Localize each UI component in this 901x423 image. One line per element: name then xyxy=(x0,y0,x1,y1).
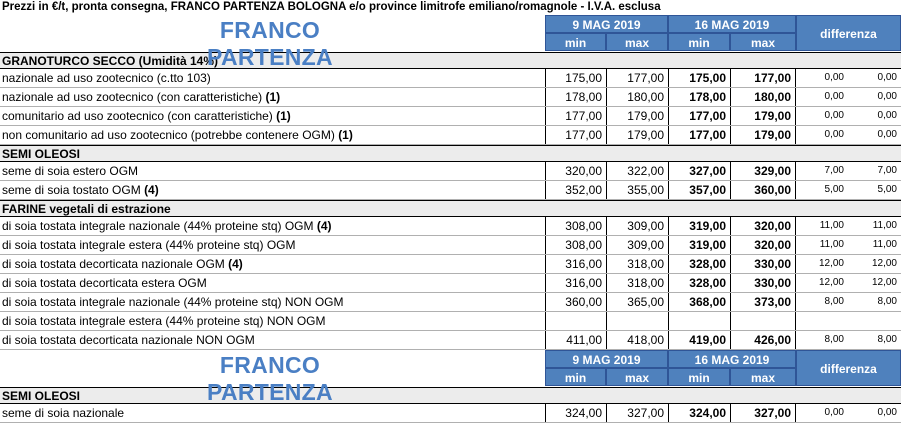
diff-min-value: 8,00 xyxy=(824,334,844,345)
max-header: max xyxy=(730,368,796,386)
diff-max-value: 0,00 xyxy=(877,91,897,102)
section-title: SEMI OLEOSI xyxy=(0,145,901,162)
diff-max-value: 0,00 xyxy=(877,129,897,140)
diff-min-value: 7,00 xyxy=(824,165,844,176)
difference-header: differenza xyxy=(796,350,901,386)
curr-min-value xyxy=(668,312,730,330)
prev-min-value: 320,00 xyxy=(545,162,606,180)
diff-max-value: 12,00 xyxy=(871,277,897,288)
max-header: max xyxy=(606,33,668,51)
row-label-text: nazionale ad uso zootecnico (con caratteristiche) xyxy=(2,90,266,104)
row-label-text: comunitario ad uso zootecnico (con caratteristiche) xyxy=(2,109,277,123)
row-label-text: di soia tostata integrale nazionale (44% proteine stq) OGM xyxy=(2,219,317,233)
curr-min-value: 327,00 xyxy=(668,162,730,180)
price-table-2 xyxy=(0,349,901,423)
curr-min-value: 419,00 xyxy=(668,331,730,349)
table-row xyxy=(0,88,901,107)
curr-max-value: 373,00 xyxy=(730,293,796,311)
curr-min-value: 319,00 xyxy=(668,236,730,254)
table-row xyxy=(0,255,901,274)
diff-min-value: 0,00 xyxy=(824,91,844,102)
curr-min-value: 177,00 xyxy=(668,107,730,125)
prev-max-value: 179,00 xyxy=(606,107,668,125)
row-note: (1) xyxy=(265,90,281,104)
table-row xyxy=(0,69,901,88)
difference-header: differenza xyxy=(796,15,901,51)
price-table-1 xyxy=(0,14,901,350)
row-label-text: di soia tostata decorticata estera OGM xyxy=(2,276,207,290)
curr-max-value: 327,00 xyxy=(730,404,796,422)
prev-max-value: 318,00 xyxy=(606,274,668,292)
diff-max-value: 0,00 xyxy=(877,407,897,418)
row-label xyxy=(2,107,291,125)
prev-max-value xyxy=(606,312,668,330)
prev-max-value: 355,00 xyxy=(606,181,668,199)
row-label-text: di soia tostata decorticata nazionale NON OGM xyxy=(2,333,255,347)
date-column-prev: 9 MAG 2019 xyxy=(545,15,668,33)
row-label xyxy=(2,293,344,311)
curr-max-value xyxy=(730,312,796,330)
diff-max-value xyxy=(848,312,901,330)
diff-min-value: 0,00 xyxy=(824,72,844,83)
curr-min-value: 328,00 xyxy=(668,255,730,273)
prev-min-value: 177,00 xyxy=(545,126,606,144)
row-note: (4) xyxy=(144,183,159,197)
curr-max-value: 330,00 xyxy=(730,255,796,273)
diff-min-value xyxy=(796,312,848,330)
prev-max-value: 180,00 xyxy=(606,88,668,106)
curr-max-value: 320,00 xyxy=(730,236,796,254)
diff-max-value: 8,00 xyxy=(877,334,897,345)
prev-min-value: 175,00 xyxy=(545,69,606,87)
curr-max-value: 330,00 xyxy=(730,274,796,292)
diff-max-value: 12,00 xyxy=(871,258,897,269)
row-label-text: di soia tostata decorticata nazionale OGM xyxy=(2,257,229,271)
prev-max-value: 418,00 xyxy=(606,331,668,349)
curr-min-value: 175,00 xyxy=(668,69,730,87)
diff-min-value: 0,00 xyxy=(824,407,844,418)
min-header: min xyxy=(668,33,730,51)
diff-min-value: 0,00 xyxy=(824,110,844,121)
row-note: (4) xyxy=(228,257,243,271)
table-row xyxy=(0,331,901,350)
diff-min-value: 11,00 xyxy=(819,220,844,231)
section-title: GRANOTURCO SECCO (Umidità 14%) xyxy=(0,52,901,69)
table-row xyxy=(0,107,901,126)
row-label-text: non comunitario ad uso zootecnico (potrebbe contenere OGM) xyxy=(2,128,339,142)
curr-max-value: 180,00 xyxy=(730,88,796,106)
row-note: (4) xyxy=(316,219,332,233)
row-label xyxy=(2,69,211,87)
prev-min-value xyxy=(545,312,606,330)
diff-max-value: 7,00 xyxy=(877,165,897,176)
row-label xyxy=(2,126,353,144)
prev-max-value: 327,00 xyxy=(606,404,668,422)
date-column-prev: 9 MAG 2019 xyxy=(545,350,668,368)
prev-max-value: 179,00 xyxy=(606,126,668,144)
curr-min-value: 319,00 xyxy=(668,217,730,235)
row-label xyxy=(2,274,207,292)
diff-max-value: 11,00 xyxy=(872,220,897,231)
row-label xyxy=(2,404,124,422)
prev-max-value: 309,00 xyxy=(606,217,668,235)
page-caption: Prezzi in €/t, pronta consegna, FRANCO PARTENZA BOLOGNA e/o province limitrofe emiliano/romagnole - I.V.A. esclusa xyxy=(2,1,661,13)
diff-min-value: 5,00 xyxy=(824,184,844,195)
table-row xyxy=(0,312,901,331)
diff-max-value: 5,00 xyxy=(877,184,897,195)
diff-min-value: 12,00 xyxy=(818,277,844,288)
table-title: FRANCO PARTENZA xyxy=(207,352,333,405)
table-row xyxy=(0,217,901,236)
curr-max-value: 177,00 xyxy=(730,69,796,87)
curr-max-value: 320,00 xyxy=(730,217,796,235)
row-label-text: di soia tostata integrale nazionale (44% proteine stq) NON OGM xyxy=(2,295,344,309)
prev-min-value: 352,00 xyxy=(545,181,606,199)
min-header: min xyxy=(545,368,606,386)
date-column-curr: 16 MAG 2019 xyxy=(668,350,796,368)
curr-max-value: 360,00 xyxy=(730,181,796,199)
prev-min-value: 324,00 xyxy=(545,404,606,422)
row-label xyxy=(2,217,332,235)
curr-min-value: 324,00 xyxy=(668,404,730,422)
curr-min-value: 357,00 xyxy=(668,181,730,199)
row-note: (1) xyxy=(338,128,353,142)
row-label-text: seme di soia estero OGM xyxy=(2,164,139,178)
row-label xyxy=(2,331,255,349)
prev-min-value: 360,00 xyxy=(545,293,606,311)
max-header: max xyxy=(730,33,796,51)
row-note: (1) xyxy=(276,109,291,123)
row-label-text: di soia tostata integrale estera (44% proteine stq) OGM xyxy=(2,238,296,252)
prev-max-value: 309,00 xyxy=(606,236,668,254)
row-label xyxy=(2,312,325,330)
diff-max-value: 0,00 xyxy=(877,110,897,121)
row-label-text: seme di soia nazionale xyxy=(2,406,125,420)
max-header: max xyxy=(606,368,668,386)
diff-max-value: 0,00 xyxy=(877,72,897,83)
min-header: min xyxy=(668,368,730,386)
table-title: FRANCO PARTENZA xyxy=(207,17,333,70)
prev-min-value: 316,00 xyxy=(545,255,606,273)
prev-max-value: 365,00 xyxy=(606,293,668,311)
row-label-text: seme di soia tostato OGM xyxy=(2,183,145,197)
diff-min-value: 11,00 xyxy=(819,239,844,250)
curr-min-value: 328,00 xyxy=(668,274,730,292)
prev-min-value: 411,00 xyxy=(545,331,606,349)
prev-max-value: 177,00 xyxy=(606,69,668,87)
diff-min-value: 0,00 xyxy=(824,129,844,140)
curr-max-value: 179,00 xyxy=(730,107,796,125)
row-label xyxy=(2,162,138,180)
table-row xyxy=(0,126,901,145)
prev-max-value: 322,00 xyxy=(606,162,668,180)
prev-min-value: 178,00 xyxy=(545,88,606,106)
curr-max-value: 179,00 xyxy=(730,126,796,144)
date-column-curr: 16 MAG 2019 xyxy=(668,15,796,33)
row-label-text: nazionale ad uso zootecnico (c.tto 103) xyxy=(2,71,211,85)
table-row xyxy=(0,236,901,255)
prev-min-value: 316,00 xyxy=(545,274,606,292)
diff-max-value: 8,00 xyxy=(877,296,897,307)
diff-min-value: 12,00 xyxy=(818,258,844,269)
min-header: min xyxy=(545,33,606,51)
table-row xyxy=(0,293,901,312)
prev-max-value: 318,00 xyxy=(606,255,668,273)
section-title: FARINE vegetali di estrazione xyxy=(0,200,901,217)
curr-min-value: 177,00 xyxy=(668,126,730,144)
curr-max-value: 426,00 xyxy=(730,331,796,349)
prev-min-value: 308,00 xyxy=(545,217,606,235)
row-label xyxy=(2,88,280,106)
prev-min-value: 177,00 xyxy=(545,107,606,125)
row-label xyxy=(2,236,295,254)
diff-max-value: 11,00 xyxy=(872,239,897,250)
table-row xyxy=(0,162,901,181)
prev-min-value: 308,00 xyxy=(545,236,606,254)
curr-max-value: 329,00 xyxy=(730,162,796,180)
curr-min-value: 178,00 xyxy=(668,88,730,106)
row-label xyxy=(2,181,159,199)
row-label xyxy=(2,255,243,273)
diff-min-value: 8,00 xyxy=(824,296,844,307)
section-title: SEMI OLEOSI xyxy=(0,387,901,404)
row-label-text: di soia tostata integrale estera (44% proteine stq) NON OGM xyxy=(2,314,326,328)
table-row xyxy=(0,404,901,423)
table-row xyxy=(0,181,901,200)
curr-min-value: 368,00 xyxy=(668,293,730,311)
table-row xyxy=(0,274,901,293)
